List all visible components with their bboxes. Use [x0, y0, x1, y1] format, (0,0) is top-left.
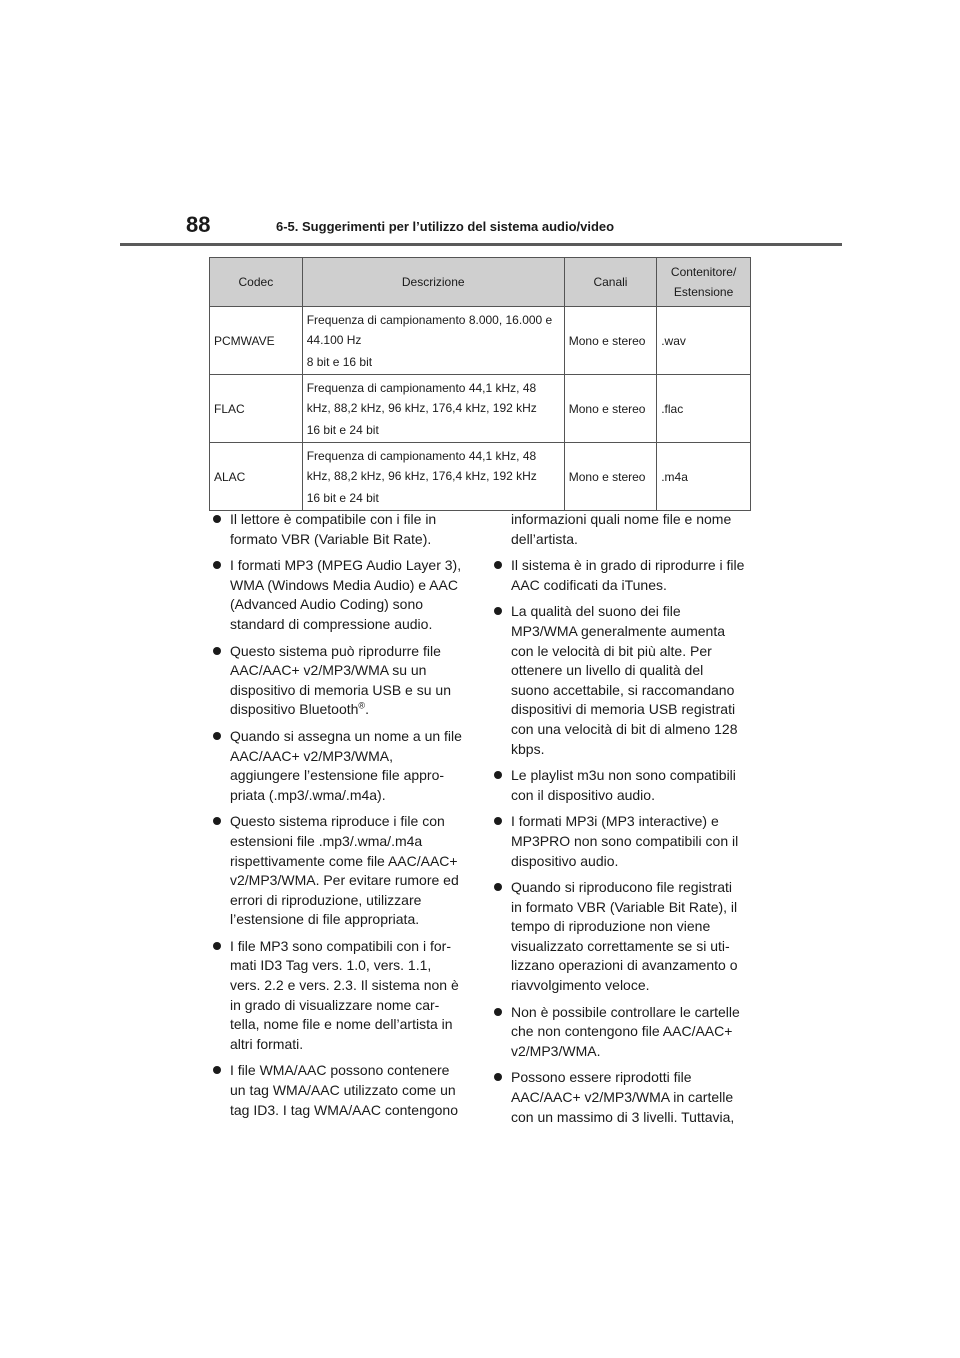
bullet-icon: [494, 1073, 502, 1081]
header-codec: Codec: [210, 258, 303, 307]
list-item: [212, 1061, 464, 1120]
header-estensione: Contenitore/ Estensione: [657, 258, 751, 307]
list-item: [493, 766, 745, 805]
list-item-text: Quando si assegna un nome a un file AAC/AAC+ v2/MP3/WMA, aggiungere l’estensione file appro-priata (.mp3/.wma/.m4a).: [230, 727, 462, 803]
bullet-icon: [494, 771, 502, 779]
table-row: [210, 307, 751, 375]
list-item: [212, 642, 464, 720]
cell-descrizione: [302, 443, 564, 511]
desc-main: Frequenza di campionamento 44,1 kHz, 48 kHz, 88,2 kHz, 96 kHz, 176,4 kHz, 192 kHz: [306, 380, 537, 415]
bullet-icon: [213, 561, 221, 569]
list-item: [493, 812, 745, 871]
list-item: [212, 727, 464, 805]
bullet-icon: [213, 1066, 221, 1074]
cell-descrizione: [302, 375, 564, 443]
bullet-icon: [213, 942, 221, 950]
cell-estensione: .m4a: [657, 443, 751, 511]
header-rule: [120, 243, 842, 246]
list-item-text: I formati MP3i (MP3 interactive) e MP3PRO non sono compatibili con il dispositivo audio.: [511, 813, 739, 869]
registered-mark: ®: [358, 700, 366, 711]
bullet-icon: [494, 883, 502, 891]
desc-main: Frequenza di campionamento 8.000, 16.000 e 44.100 Hz: [306, 312, 553, 347]
list-item-text: Questo sistema riproduce i file con estensioni file .mp3/.wma/.m4a rispettivamente come file AAC/AAC+ v2/MP3/WMA. Per evitare rumore ed errori di riproduzione, utilizzare l’estensione di file appropriata.: [230, 813, 459, 928]
list-item-text: I file WMA/AAC possono contenere un tag WMA/AAC utilizzato come un tag ID3. I tag WMA/AAC contengono: [230, 1062, 459, 1118]
list-item-continuation: [493, 510, 745, 549]
list-item-text: La qualità del suono dei file MP3/WMA generalmente aumenta con le velocità di bit più alte. Per ottenere un livello di qualità del suono accettabile, si raccomandano dispositivi di memoria USB registrati con una velocità di bit di almeno 128 kbps.: [511, 603, 738, 757]
list-item-text: Il lettore è compatibile con i file in formato VBR (Variable Bit Rate).: [230, 511, 437, 547]
list-item-text: I file MP3 sono compatibili con i for-mati ID3 Tag vers. 1.0, vers. 1.1, vers. 2.2 e vers. 2.3. Il sistema non è in grado di visualizzare nome car-tella, nome file e nome dell’artista in altri formati.: [230, 937, 459, 1052]
list-item-text: Il sistema è in grado di riprodurre i file AAC codificati da iTunes.: [511, 557, 745, 593]
list-item-text: Non è possibile controllare le cartelle che non contengono file AAC/AAC+ v2/MP3/WMA.: [511, 1003, 740, 1059]
left-column: [212, 510, 464, 1127]
cell-canali: Mono e stereo: [564, 307, 656, 375]
list-item: [212, 510, 464, 549]
cell-canali: Mono e stereo: [564, 443, 656, 511]
desc-bits: 8 bit e 16 bit: [306, 354, 373, 369]
bullet-icon: [494, 561, 502, 569]
cell-estensione: .flac: [657, 375, 751, 443]
bullet-icon: [213, 647, 221, 655]
bullet-icon: [213, 817, 221, 825]
table-row: [210, 375, 751, 443]
table-row: [210, 443, 751, 511]
list-item-text: Le playlist m3u non sono compatibili con il dispositivo audio.: [511, 767, 736, 803]
list-item-text: Possono essere riprodotti file AAC/AAC+ v2/MP3/WMA in cartelle con un massimo di 3 livelli. Tuttavia,: [511, 1069, 735, 1125]
header-descrizione: Descrizione: [302, 258, 564, 307]
list-item: [493, 1068, 745, 1127]
desc-bits: 16 bit e 24 bit: [306, 422, 379, 437]
bullet-icon: [494, 817, 502, 825]
cell-descrizione: [302, 307, 564, 375]
cell-estensione: .wav: [657, 307, 751, 375]
list-item: [493, 878, 745, 996]
codec-table: [209, 257, 751, 511]
list-item: [212, 556, 464, 634]
bullet-icon: [213, 732, 221, 740]
cell-canali: Mono e stereo: [564, 375, 656, 443]
list-item-text: I formati MP3 (MPEG Audio Layer 3), WMA (Windows Media Audio) e AAC (Advanced Audio Coding) sono standard di compressione audio.: [230, 557, 462, 632]
bullet-icon: [494, 1008, 502, 1016]
bullet-icon: [213, 515, 221, 523]
list-item-text: Questo sistema può riprodurre file AAC/AAC+ v2/MP3/WMA su un dispositivo di memoria USB e su un dispositivo Bluetooth: [230, 642, 451, 718]
bullet-icon: [494, 607, 502, 615]
cell-codec: PCMWAVE: [210, 307, 303, 375]
list-item: [493, 1003, 745, 1062]
list-item-text-end: .: [365, 701, 369, 718]
desc-main: Frequenza di campionamento 44,1 kHz, 48 kHz, 88,2 kHz, 96 kHz, 176,4 kHz, 192 kHz: [306, 448, 537, 483]
list-item: [493, 556, 745, 595]
list-item-text: Quando si riproducono file registrati in formato VBR (Variable Bit Rate), il tempo di riproduzione non viene visualizzato correttamente se si uti-lizzano operazioni di avanzamento o riavvolgimento veloce.: [511, 879, 738, 994]
cell-codec: FLAC: [210, 375, 303, 443]
header-canali: Canali: [564, 258, 656, 307]
right-column: [493, 510, 745, 1134]
table-header-row: [210, 258, 751, 307]
page-number: 88: [186, 212, 211, 237]
list-item: [493, 602, 745, 759]
list-item: [212, 812, 464, 930]
desc-bits: 16 bit e 24 bit: [306, 490, 379, 505]
list-item: [212, 937, 464, 1055]
list-item-text: informazioni quali nome file e nome dell’artista.: [511, 511, 732, 547]
section-title: 6-5. Suggerimenti per l’utilizzo del sistema audio/video: [276, 219, 615, 234]
cell-codec: ALAC: [210, 443, 303, 511]
